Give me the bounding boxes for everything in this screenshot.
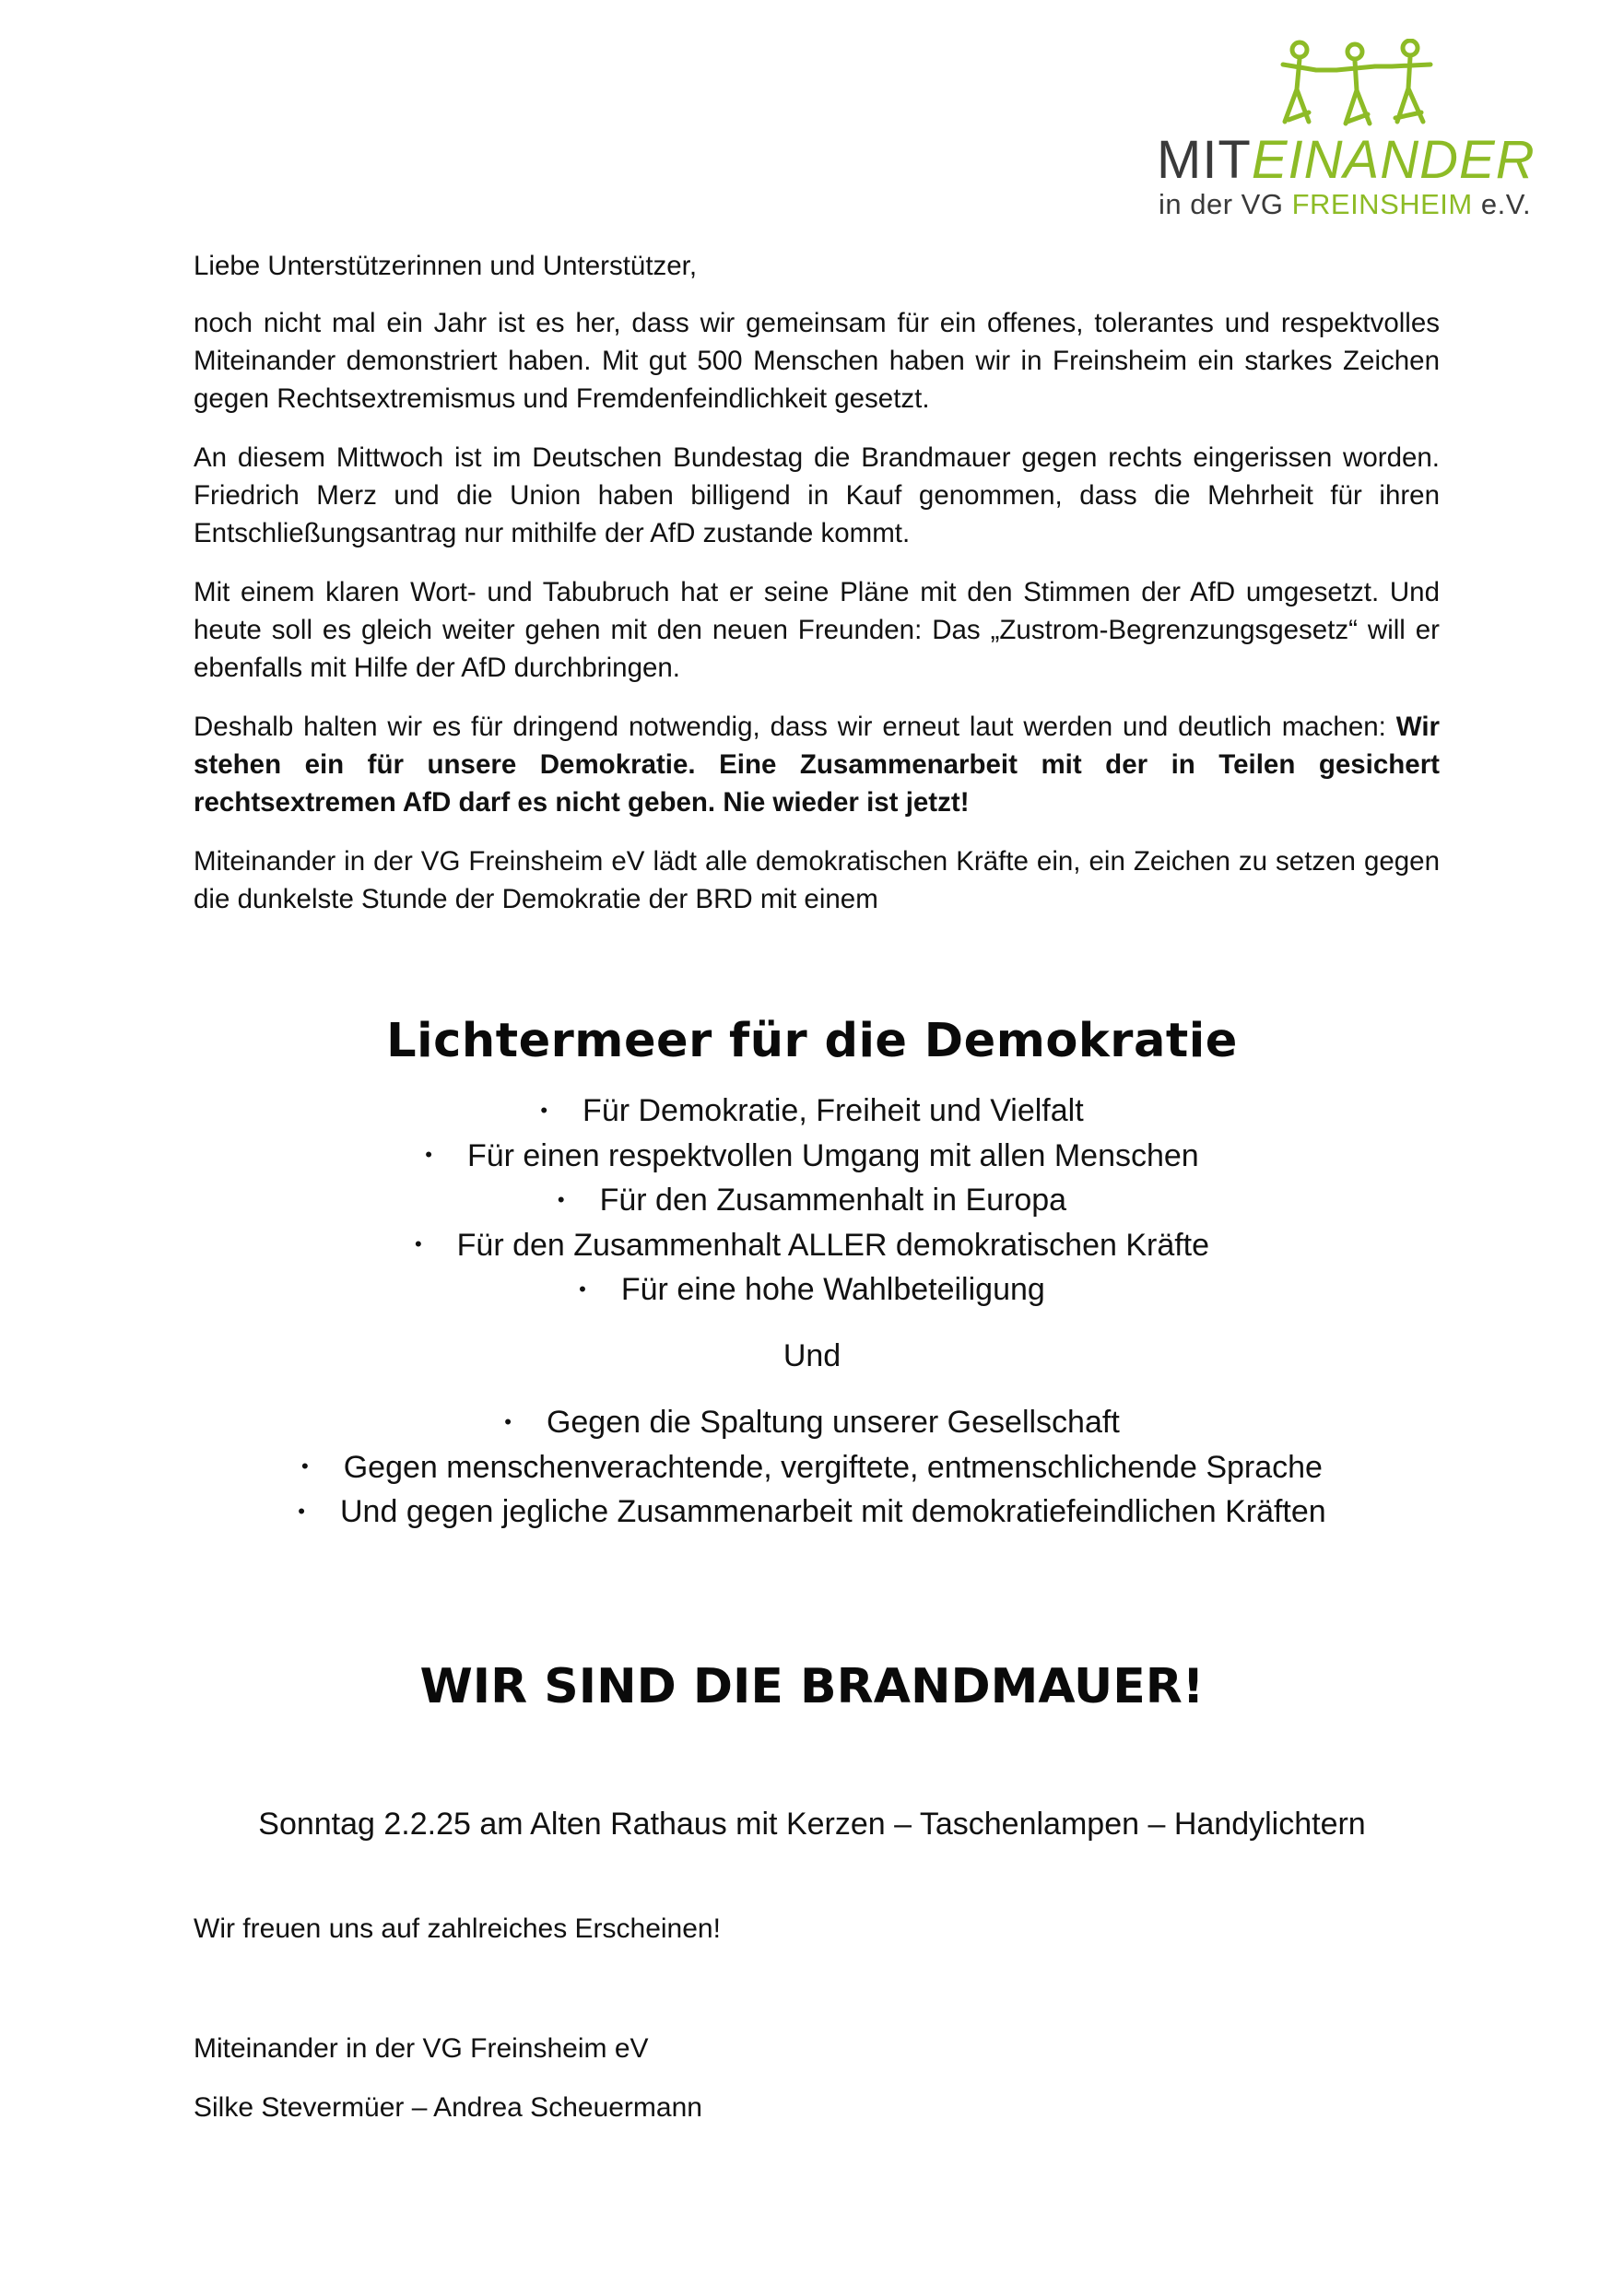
list-connector: Und [783,1338,841,1373]
people-figures-icon [1272,39,1456,131]
paragraph-1: noch nicht mal ein Jahr ist es her, dass wir gemeinsam für ein offenes, tolerantes und respektvolles Miteinander demonstriert haben. Mit gut 500 Menschen haben wir in Freinsheim ein starkes Zeichen gegen Rechtsextremismus und Fremdenfeindlichkeit gesetzt. [194,308,1440,414]
list-item: • Für den Zusammenhalt ALLER demokratischen Kräfte [0,1224,1624,1269]
bullet-icon: • [540,1098,548,1122]
paragraph-4-emphasis: Wir stehen ein für unsere Demokratie. Eine Zusammenarbeit mit der in Teilen gesichert rechtsextremen AfD darf es nicht geben. Nie wieder ist jetzt! [194,712,1440,818]
slogan: WIR SIND DIE BRANDMAUER! [419,1659,1205,1714]
list-item: • Für den Zusammenhalt in Europa [0,1179,1624,1224]
paragraph-2: An diesem Mittwoch ist im Deutschen Bundestag die Brandmauer gegen rechts eingerissen worden. Friedrich Merz und die Union haben billigend in Kauf genommen, dass die Mehrheit für ihren Entschließungsantrag nur mithilfe der AfD zustande kommt. [194,442,1440,548]
bullet-icon: • [557,1187,565,1211]
logo-wordmark: MITEINANDER [1157,130,1536,190]
list-item: • Für Demokratie, Freiheit und Vielfalt [0,1089,1624,1135]
list-item: • Für eine hohe Wahlbeteiligung [0,1268,1624,1313]
closing-signers: Silke Stevermüer – Andrea Scheuermann [194,2092,702,2123]
list-item: • Gegen die Spaltung unserer Gesellschaft [0,1401,1624,1446]
paragraph-4-text: Deshalb halten wir es für dringend notwendig, dass wir erneut laut werden und deutlich machen: [194,712,1396,742]
greeting: Liebe Unterstützerinnen und Unterstützer, [194,251,698,281]
event-headline: Lichtermeer für die Demokratie [386,1014,1238,1068]
list-item: • Und gegen jegliche Zusammenarbeit mit demokratiefeindlichen Kräften [0,1490,1624,1536]
logo-subtitle: in der VG FREINSHEIM e.V. [1159,188,1532,220]
bullet-icon: • [298,1499,305,1523]
paragraph-3: Mit einem klaren Wort- und Tabubruch hat er seine Pläne mit den Stimmen der AfD umgesetzt. Und heute soll es gleich weiter gehen mit den neuen Freunden: Das „Zustrom-Begrenzungsgesetz“ will er ebenfalls mit Hilfe der AfD durchbringen. [194,577,1440,683]
bullet-icon: • [414,1232,422,1256]
bullet-icon: • [301,1454,309,1478]
closing-organization: Miteinander in der VG Freinsheim eV [194,2033,649,2064]
against-list [0,1401,1624,1536]
paragraph-4 [194,708,1440,821]
organization-logo [1157,39,1581,223]
paragraph-5: Miteinander in der VG Freinsheim eV lädt alle demokratischen Kräfte ein, ein Zeichen zu setzen gegen die dunkelste Stunde der Demokratie der BRD mit einem [194,846,1440,914]
list-item: • Für einen respektvollen Umgang mit allen Menschen [0,1135,1624,1180]
for-list [0,1089,1624,1313]
closing-invite: Wir freuen uns auf zahlreiches Erscheinen! [194,1913,721,1944]
bullet-icon: • [425,1143,432,1167]
list-item: • Gegen menschenverachtende, vergiftete, entmenschlichende Sprache [0,1446,1624,1491]
event-details: Sonntag 2.2.25 am Alten Rathaus mit Kerzen – Taschenlampen – Handylichtern [258,1807,1366,1842]
letter-body [194,247,1440,939]
bullet-icon: • [579,1277,586,1301]
bullet-icon: • [504,1409,512,1433]
